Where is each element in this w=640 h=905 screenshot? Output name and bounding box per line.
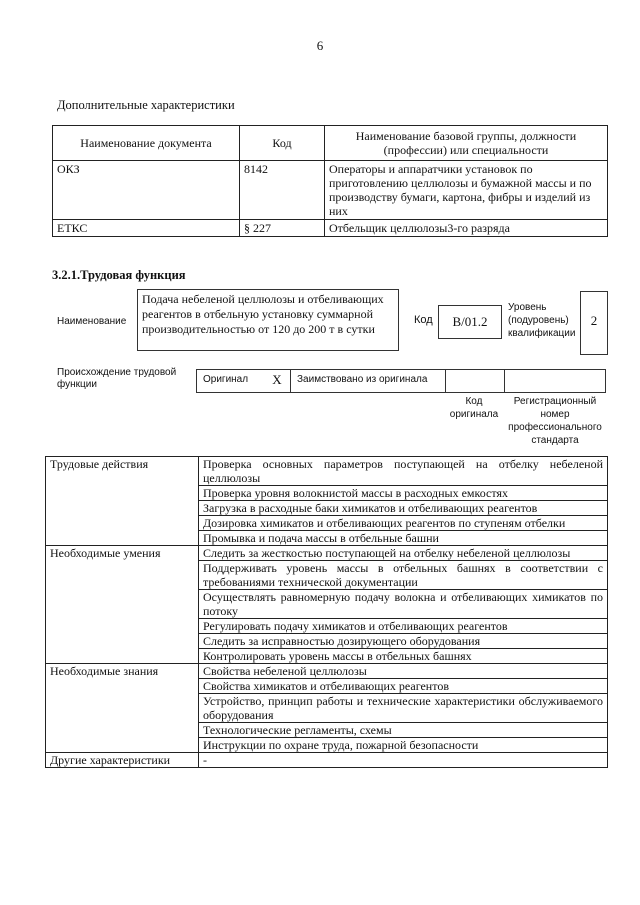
additional-characteristics-table — [52, 125, 608, 237]
section-title: 3.2.1.Трудовая функция — [52, 268, 186, 282]
table-row — [53, 161, 608, 220]
list-item: Контролировать уровень массы в отбельных башнях — [199, 649, 608, 664]
list-item: Промывка и подача массы в отбельные башни — [199, 531, 608, 546]
list-item: Устройство, принцип работы и технические характеристики обслуживаемого оборудования — [199, 694, 608, 723]
labor-actions-label: Трудовые действия — [46, 457, 199, 546]
header-group-name: Наименование базовой группы, должности (профессии) или специальности — [325, 126, 608, 161]
table-row — [46, 753, 608, 768]
cell-code: § 227 — [240, 220, 325, 237]
qualification-level: 2 — [580, 291, 608, 355]
list-item: Поддерживать уровень массы в отбельных башнях в соответствии с требованиями технической документации — [199, 561, 608, 590]
list-item: Проверка основных параметров поступающей на отбелку небеленой целлюлозы — [199, 457, 608, 486]
code-label: Код — [414, 314, 433, 326]
cell-name: Отбельщик целлюлозы3-го разряда — [325, 220, 608, 237]
cell-code: 8142 — [240, 161, 325, 220]
labor-function-details-table — [45, 456, 608, 768]
table-row — [46, 664, 608, 679]
additional-characteristics-title: Дополнительные характеристики — [57, 98, 235, 112]
level-label: Уровень (подуровень) квалификации — [508, 302, 576, 339]
list-item: Осуществлять равномерную подачу волокна и отбеливающих химикатов по потоку — [199, 590, 608, 619]
cell-doc: ЕТКС — [53, 220, 240, 237]
list-item: Следить за жесткостью поступающей на отбелку небеленой целлюлозы — [199, 546, 608, 561]
table-row — [53, 220, 608, 237]
table-header-row — [53, 126, 608, 161]
cell-doc: ОКЗ — [53, 161, 240, 220]
function-name: Подача небеленой целлюлозы и отбеливающих реагентов в отбельную установку суммарной производительностью от 120 до 200 т в сутки — [137, 289, 399, 351]
list-item: Свойства небеленой целлюлозы — [199, 664, 608, 679]
header-doc-name: Наименование документа — [53, 126, 240, 161]
table-row — [46, 546, 608, 561]
original-mark: X — [272, 372, 282, 387]
list-item: Следить за исправностью дозирующего оборудования — [199, 634, 608, 649]
other-value: - — [199, 753, 608, 768]
orig-code-label: Код оригинала — [449, 396, 499, 420]
borrowed-label: Заимствовано из оригинала — [290, 370, 445, 392]
original-label: Оригинал — [196, 370, 264, 392]
origin-label: Происхождение трудовой функции — [57, 367, 177, 390]
function-code: B/01.2 — [438, 305, 502, 339]
origin-row — [196, 369, 606, 393]
reg-number-label: Регистрационный номер профессионального стандарта — [508, 396, 602, 446]
name-label: Наименование — [57, 316, 127, 327]
orig-code-cell — [445, 370, 504, 392]
list-item: Проверка уровня волокнистой массы в расходных емкостях — [199, 486, 608, 501]
header-code: Код — [240, 126, 325, 161]
other-label: Другие характеристики — [46, 753, 199, 768]
list-item: Технологические регламенты, схемы — [199, 723, 608, 738]
list-item: Дозировка химикатов и отбеливающих реагентов по ступеням отбелки — [199, 516, 608, 531]
list-item: Регулировать подачу химикатов и отбеливающих реагентов — [199, 619, 608, 634]
list-item: Инструкции по охране труда, пожарной безопасности — [199, 738, 608, 753]
cell-name: Операторы и аппаратчики установок по приготовлению целлюлозы и бумажной массы и по производству бумаги, картона, фибры и изделий из них — [325, 161, 608, 220]
table-row — [46, 457, 608, 486]
reg-number-cell — [504, 370, 606, 392]
skills-label: Необходимые умения — [46, 546, 199, 664]
knowledge-label: Необходимые знания — [46, 664, 199, 753]
list-item: Загрузка в расходные баки химикатов и отбеливающих реагентов — [199, 501, 608, 516]
list-item: Свойства химикатов и отбеливающих реагентов — [199, 679, 608, 694]
page-number: 6 — [316, 38, 324, 53]
